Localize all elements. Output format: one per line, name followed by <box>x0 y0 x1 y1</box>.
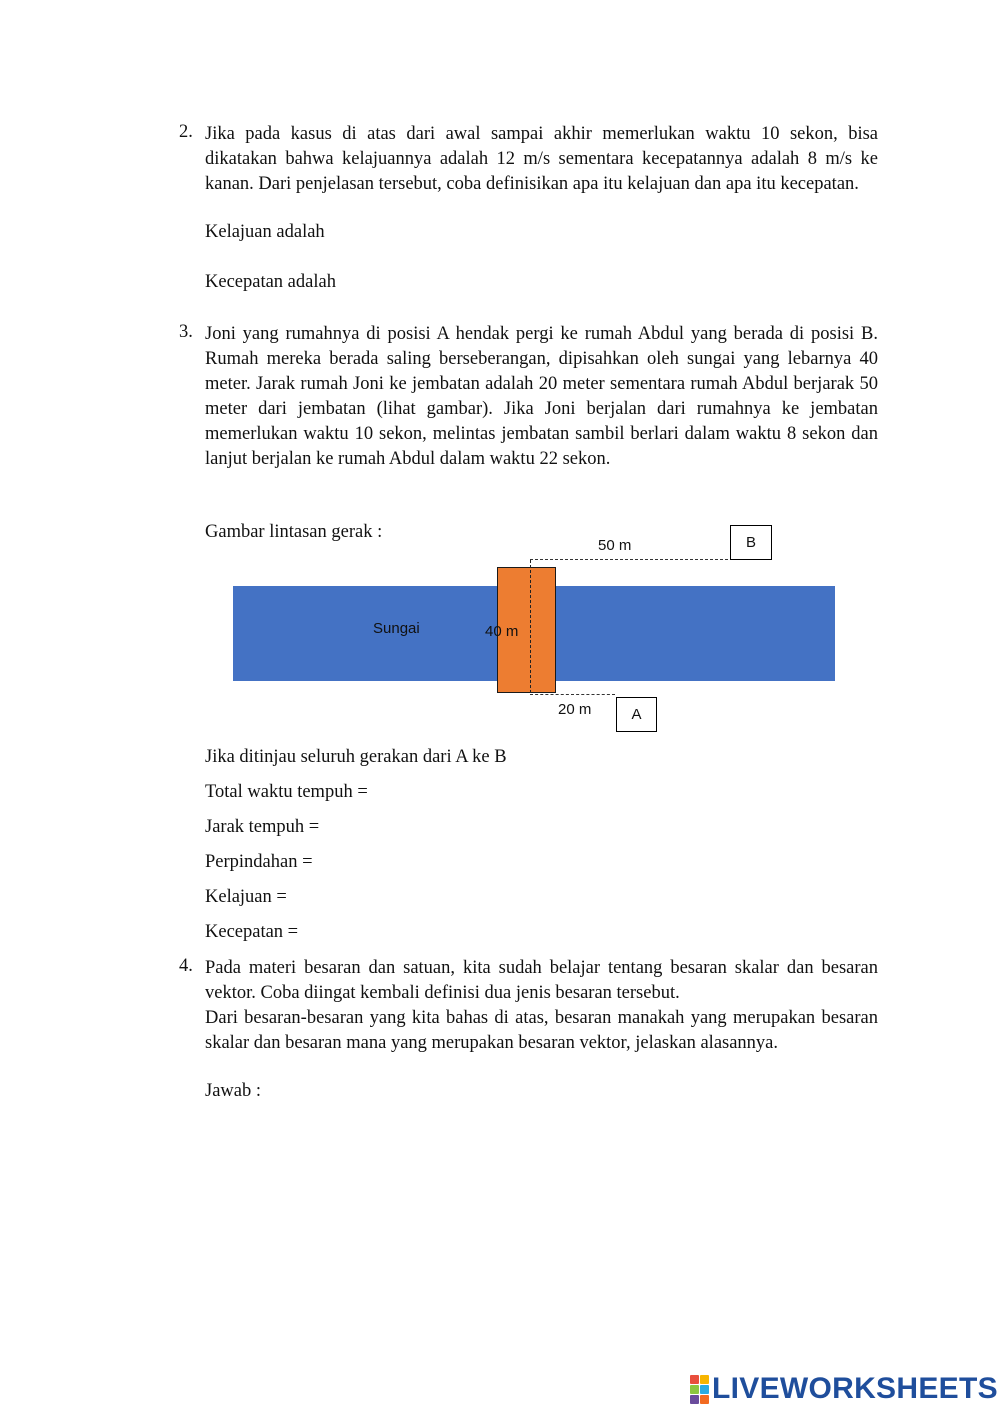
kecepatan-label: Kecepatan adalah <box>205 272 336 292</box>
logo-tile <box>690 1375 699 1384</box>
top-distance-label: 50 m <box>598 537 632 554</box>
logo-tile <box>700 1395 709 1404</box>
logo-tile <box>700 1385 709 1394</box>
top-distance-line <box>530 559 728 560</box>
question-4-text-2: Dari besaran-besaran yang kita bahas di atas, besaran manakah yang merupakan besaran skalar dan besaran mana yang merupakan besaran vektor, jelaskan alasannya. <box>205 1008 878 1053</box>
logo-tile <box>690 1385 699 1394</box>
liveworksheets-logo <box>690 1372 998 1406</box>
bottom-distance-label: 20 m <box>558 701 592 718</box>
logo-tile <box>700 1375 709 1384</box>
question-4-text-1: Pada materi besaran dan satuan, kita sudah belajar tentang besaran skalar dan besaran vektor. Coba diingat kembali definisi dua jenis besaran tersebut. <box>205 958 878 1003</box>
question-3-intro: Jika ditinjau seluruh gerakan dari A ke B <box>205 747 507 767</box>
logo-mark-icon <box>690 1375 709 1404</box>
question-4-number: 4. <box>179 956 193 976</box>
point-a-box: A <box>616 697 657 732</box>
perpindahan-field: Perpindahan = <box>205 852 313 872</box>
answer-label: Jawab : <box>205 1081 261 1101</box>
bridge-width-label: 40 m <box>485 623 519 640</box>
point-b-box: B <box>730 525 772 560</box>
logo-text: LIVEWORKSHEETS <box>712 1372 998 1405</box>
kecepatan-field: Kecepatan = <box>205 922 299 942</box>
logo-tile <box>690 1395 699 1404</box>
question-2-text: Jika pada kasus di atas dari awal sampai akhir memerlukan waktu 10 sekon, bisa dikatakan bahwa kelajuannya adalah 12 m/s sementara kecepatannya adalah 8 m/s ke kanan. Dari penjelasan tersebut, coba definisikan apa itu kelajuan dan apa itu kecepatan. <box>205 124 878 194</box>
jarak-tempuh-field: Jarak tempuh = <box>205 817 320 837</box>
river-label: Sungai <box>373 620 420 637</box>
question-3-text: Joni yang rumahnya di posisi A hendak pergi ke rumah Abdul yang berada di posisi B. Rumah mereka berada saling berseberangan, dipisahkan oleh sungai yang lebarnya 40 meter. Jarak rumah Joni ke jembatan adalah 20 meter sementara rumah Abdul berjarak 50 meter dari jembatan (lihat gambar). Jika Joni berjalan dari rumahnya ke jembatan memerlukan waktu 10 sekon, melintas jembatan sambil berlari dalam waktu 8 sekon dan lanjut berjalan ke rumah Abdul dalam waktu 22 sekon. <box>205 324 878 469</box>
bridge-path-line <box>530 560 531 693</box>
question-2-number: 2. <box>179 122 193 142</box>
kelajuan-field: Kelajuan = <box>205 887 287 907</box>
diagram-title: Gambar lintasan gerak : <box>205 522 383 542</box>
kelajuan-label: Kelajuan adalah <box>205 222 325 242</box>
question-3-number: 3. <box>179 322 193 342</box>
bottom-distance-line <box>530 694 615 695</box>
total-waktu-field: Total waktu tempuh = <box>205 782 368 802</box>
